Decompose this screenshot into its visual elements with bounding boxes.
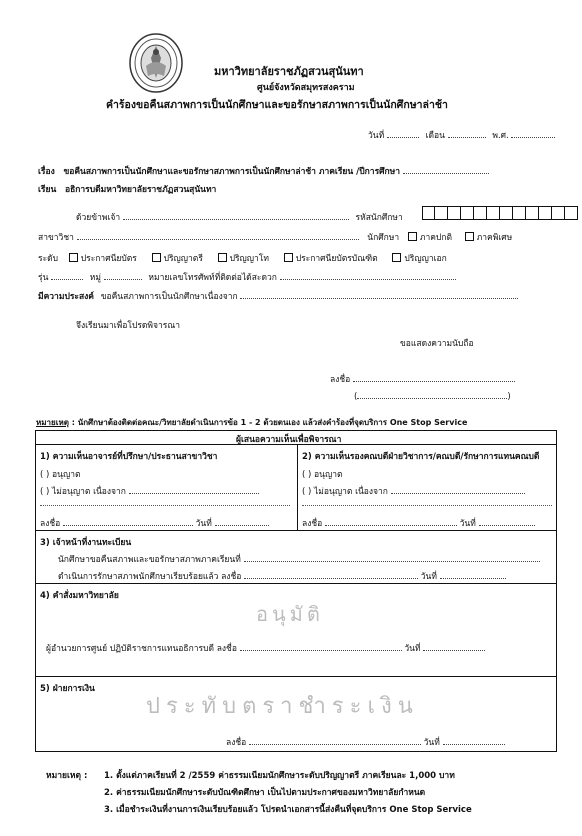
s2-deny-label[interactable]: ( ) ไม่อนุญาต เนื่องจาก [302, 487, 388, 497]
s5-title: 5) ฝ่ายการเงิน [40, 684, 95, 694]
student-id-label: รหัสนักศึกษา [355, 213, 403, 223]
table-divider-s3 [35, 530, 557, 531]
s1-date-label: วันที่ [195, 519, 212, 529]
level-label: ระดับ [38, 254, 59, 264]
s2-sign-field[interactable] [325, 517, 457, 526]
s5-date-field[interactable] [443, 736, 505, 745]
s1-deny [40, 484, 259, 498]
closing-respect: ขอแสดงความนับถือ [400, 339, 474, 349]
applicant-sign-row [330, 372, 515, 386]
level-row [38, 251, 447, 265]
s5-sign-label: ลงชื่อ [226, 738, 247, 748]
group-field[interactable] [104, 271, 142, 280]
s2-sign-row [302, 516, 535, 530]
batch-label: รุ่น [38, 273, 49, 283]
addressee-label: เรียน [38, 185, 57, 195]
bachelor-checkbox[interactable] [152, 253, 161, 262]
regular-checkbox[interactable] [408, 232, 417, 241]
s5-sign-field[interactable] [249, 736, 421, 745]
bottom-note-3: 3. เมื่อชำระเงินที่งานการเงินเรียบร้อยแล้ว โปรดนำเอกสารนี้ส่งคืนที่จุดบริการ One Stop Service [104, 805, 472, 815]
top-note-text: : นักศึกษาต้องติดต่อคณะ/วิทยาลัยดำเนินการข้อ 1 - 2 ด้วยตนเอง แล้วส่งคำร้องที่จุดบริการ One Stop Service [71, 418, 468, 427]
university-seal-logo [128, 32, 184, 94]
closing-request: จึงเรียนมาเพื่อโปรดพิจารณา [76, 321, 181, 331]
s1-date-field[interactable] [215, 517, 269, 526]
applicant-name-paren: ( ) [354, 392, 511, 402]
s1-title: 1) ความเห็นอาจารย์ที่ปรึกษา/ประธานสาขาวิชา [40, 452, 218, 462]
s1-sign-label: ลงชื่อ [40, 519, 61, 529]
applicant-name-field[interactable] [357, 390, 507, 399]
batch-row [38, 270, 456, 284]
applicant-sign-field[interactable] [353, 373, 515, 382]
s3-date-label: วันที่ [420, 572, 437, 582]
semester-field[interactable] [403, 165, 489, 174]
special-label: ภาคพิเศษ [476, 233, 513, 243]
s3-semester-field[interactable] [244, 553, 540, 562]
bottom-note-2: 2. ค่าธรรมเนียมนักศึกษาระดับบัณฑิตศึกษา เป็นไปตามประกาศของมหาวิทยาลัยกำหนด [104, 788, 426, 798]
name-field[interactable] [123, 211, 349, 220]
s4-title: 4) คำสั่งมหาวิทยาลัย [40, 591, 119, 601]
date-day-label: วันที่ [368, 131, 385, 141]
grad-certificate-checkbox[interactable] [284, 253, 293, 262]
addressee-line [38, 182, 216, 196]
s4-date-label: วันที่ [404, 644, 421, 654]
form-title: คำร้องขอคืนสภาพการเป็นนักศึกษาและขอรักษาสภาพการเป็นนักศึกษาล่าช้า [106, 99, 448, 111]
date-day-field[interactable] [387, 129, 419, 138]
s1-approve[interactable]: ( ) อนุญาต [40, 470, 81, 480]
batch-field[interactable] [51, 271, 83, 280]
date-year-label: พ.ศ. [492, 131, 509, 141]
s2-deny [302, 484, 525, 498]
s2-title: 2) ความเห็นรองคณบดีฝ่ายวิชาการ/คณบดี/รักษาการแทนคณบดี [302, 452, 540, 462]
master-label: ปริญญาโท [229, 254, 269, 264]
subject-text: ขอคืนสภาพการเป็นนักศึกษาและขอรักษาสภาพการเป็นนักศึกษาล่าช้า ภาคเรียน /ปีการศึกษา [63, 167, 401, 177]
s1-deny-label[interactable]: ( ) ไม่อนุญาต เนื่องจาก [40, 487, 126, 497]
s5-date-label: วันที่ [423, 738, 440, 748]
certificate-checkbox[interactable] [69, 253, 78, 262]
certificate-label: ประกาศนียบัตร [80, 254, 137, 264]
top-note-label: หมายเหตุ [36, 418, 69, 427]
s2-reason-field[interactable] [391, 485, 525, 494]
s3-line2 [58, 569, 506, 583]
student-id-boxes[interactable] [422, 206, 578, 220]
s1-sign-row [40, 516, 269, 530]
bottom-notes-label: หมายเหตุ : [46, 771, 88, 781]
table-divider-s4 [35, 583, 557, 584]
purpose-label: มีความประสงค์ [38, 292, 94, 302]
s3-line2-label: ดำเนินการรักษาสภาพนักศึกษาเรียบร้อยแล้ว ลงชื่อ [58, 572, 242, 582]
name-label: ด้วยข้าพเจ้า [76, 213, 121, 223]
major-label: สาขาวิชา [38, 233, 74, 243]
s1-sign-field[interactable] [63, 517, 193, 526]
date-month-label: เดือน [425, 131, 445, 141]
s1-reason-line [40, 505, 290, 506]
bottom-note-1: 1. ตั้งแต่ภาคเรียนที่ 2 /2559 ค่าธรรมเนียมนักศึกษาระดับปริญญาตรี ภาคเรียนละ 1,000 บาท [104, 771, 455, 781]
s4-approve-stamp: อนุมัติ [256, 602, 324, 626]
s2-reason-line [302, 505, 552, 506]
s3-line1 [58, 552, 540, 566]
university-name: มหาวิทยาลัยราชภัฏสวนสุนันทา [214, 65, 364, 78]
major-row [38, 230, 512, 244]
s2-date-label: วันที่ [459, 519, 476, 529]
purpose-text: ขอคืนสภาพการเป็นนักศึกษาเนื่องจาก [100, 292, 238, 302]
table-divider-s5 [35, 676, 557, 677]
subject-label: เรื่อง [38, 167, 55, 177]
subject-line [38, 164, 489, 178]
student-type-label: นักศึกษา [367, 233, 400, 243]
s3-title: 3) เจ้าหน้าที่งานทะเบียน [40, 538, 132, 548]
addressee-text: อธิการบดีมหาวิทยาลัยราชภัฏสวนสุนันทา [64, 185, 217, 195]
s4-date-field[interactable] [423, 642, 485, 651]
s3-date-field[interactable] [440, 570, 506, 579]
name-row [76, 210, 403, 224]
top-note [36, 416, 467, 429]
group-label: หมู่ [89, 273, 102, 283]
date-month-field[interactable] [448, 129, 486, 138]
grad-certificate-label: ประกาศนียบัตรบัณฑิต [295, 254, 378, 264]
doctorate-checkbox[interactable] [392, 253, 401, 262]
major-field[interactable] [77, 231, 359, 240]
purpose-field[interactable] [240, 290, 518, 299]
regular-label: ภาคปกติ [419, 233, 452, 243]
s4-signer-label: ผู้อำนวยการศูนย์ ปฏิบัติราชการแทนอธิการบดี ลงชื่อ [46, 644, 237, 654]
master-checkbox[interactable] [218, 253, 227, 262]
phone-field[interactable] [280, 271, 456, 280]
date-year-field[interactable] [511, 129, 555, 138]
center-name: ศูนย์จังหวัดสมุทรสงคราม [257, 83, 355, 93]
applicant-sign-label: ลงชื่อ [330, 375, 351, 385]
s5-payment-stamp: ประทับตราชำระเงิน [146, 694, 419, 719]
table-divider-header [35, 444, 557, 445]
s1-reason-field[interactable] [129, 485, 259, 494]
doctorate-label: ปริญญาเอก [404, 254, 447, 264]
date-line [368, 128, 555, 142]
s2-sign-label: ลงชื่อ [302, 519, 323, 529]
table-header: ผู้เสนอความเห็นเพื่อพิจารณา [236, 435, 342, 445]
s4-sign-field[interactable] [240, 642, 402, 651]
s3-line1-label: นักศึกษาขอคืนสภาพและขอรักษาสภาพภาคเรียนที่ [58, 555, 241, 565]
s2-date-field[interactable] [479, 517, 535, 526]
phone-label: หมายเลขโทรศัพท์ที่ติดต่อได้สะดวก [148, 273, 277, 283]
s3-sign-field[interactable] [244, 570, 418, 579]
s5-sign-row [226, 735, 505, 749]
s4-sign-row [46, 641, 485, 655]
bachelor-label: ปริญญาตรี [163, 254, 203, 264]
table-divider-middle [297, 444, 298, 530]
special-checkbox[interactable] [465, 232, 474, 241]
s2-approve[interactable]: ( ) อนุญาต [302, 470, 343, 480]
purpose-row [38, 289, 518, 303]
